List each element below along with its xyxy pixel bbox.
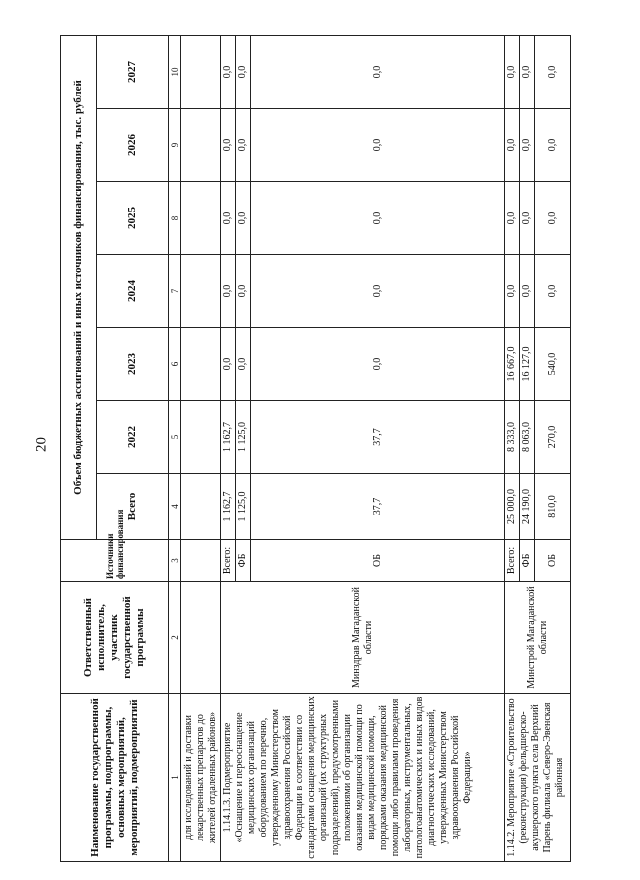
value-cell: 1 125,0 — [236, 474, 251, 540]
sub2-executor: Минстрой Магаданской области — [505, 582, 571, 694]
rotated-content — [60, 36, 604, 862]
sub1-name: 1.14.1.3. Подмероприятие «Оснащение и переоснащение медицинских организаций оборудованием по перечню, утвержденному Министерством здравоохранения Российской Федерации в соответствии со стандартами оснащения медицинских организаций (их структурных подразделений), предусмотренными положениями об организации оказания медицинской помощи по видам медицинской помощи, порядками оказания медицинской помощи либо правилами проведения лабораторных, инструментальных, патологоанатомических и иных видов диагностических исследований, утвержденных Министерством здравоохранения Российской Федерации» — [221, 694, 505, 862]
source-cell: ФБ — [236, 540, 251, 582]
value-cell: 810,0 — [535, 474, 571, 540]
value-cell: 0,0 — [251, 109, 505, 182]
continuation-text: для исследований и доставки лекарственных препаратов до жителей отдаленных районов» — [181, 694, 221, 862]
value-cell: 0,0 — [520, 182, 535, 255]
continuation-row — [181, 35, 221, 861]
value-cell: 8 063,0 — [520, 401, 535, 474]
value-cell: 0,0 — [505, 109, 520, 182]
value-cell: 0,0 — [505, 182, 520, 255]
header-executor: Ответственный исполнитель, участник государственной программы — [61, 582, 169, 694]
column-number: 9 — [169, 109, 181, 182]
column-number: 4 — [169, 474, 181, 540]
value-cell: 8 333,0 — [505, 401, 520, 474]
value-cell: 0,0 — [221, 255, 236, 328]
value-cell: 16 667,0 — [505, 328, 520, 401]
value-cell: 0,0 — [535, 255, 571, 328]
source-cell: Всего: — [505, 540, 520, 582]
column-number: 8 — [169, 182, 181, 255]
value-cell: 0,0 — [251, 255, 505, 328]
rotated-table-area — [60, 36, 604, 862]
header-year-2022: 2022 — [97, 401, 169, 474]
value-cell: 25 000,0 — [505, 474, 520, 540]
column-number: 3 — [169, 540, 181, 582]
value-cell: 0,0 — [221, 182, 236, 255]
value-cell: 0,0 — [236, 182, 251, 255]
header-year-2027: 2027 — [97, 35, 169, 108]
value-cell: 16 127,0 — [520, 328, 535, 401]
value-cell: 0,0 — [221, 328, 236, 401]
value-cell: 0,0 — [221, 35, 236, 108]
column-number: 6 — [169, 328, 181, 401]
value-cell: 0,0 — [535, 109, 571, 182]
column-number: 10 — [169, 35, 181, 108]
column-number-row — [169, 35, 181, 861]
value-cell: 270,0 — [535, 401, 571, 474]
table-row — [221, 35, 236, 861]
value-cell: 0,0 — [236, 255, 251, 328]
header-funding-group: Объем бюджетных ассигнований и иных источников финансирования, тыс. рублей — [61, 35, 97, 539]
value-cell: 1 162,7 — [221, 474, 236, 540]
funding-table — [60, 35, 571, 862]
value-cell: 540,0 — [535, 328, 571, 401]
source-cell: ФБ — [520, 540, 535, 582]
value-cell: 0,0 — [520, 109, 535, 182]
value-cell: 1 162,7 — [221, 401, 236, 474]
value-cell: 0,0 — [520, 35, 535, 108]
column-number: 2 — [169, 582, 181, 694]
value-cell: 0,0 — [236, 35, 251, 108]
header-year-2025: 2025 — [97, 182, 169, 255]
header-year-2026: 2026 — [97, 109, 169, 182]
value-cell: 0,0 — [505, 35, 520, 108]
value-cell: 37,7 — [251, 401, 505, 474]
value-cell: 24 190,0 — [520, 474, 535, 540]
value-cell: 0,0 — [251, 35, 505, 108]
value-cell: 0,0 — [236, 109, 251, 182]
value-cell: 0,0 — [520, 255, 535, 328]
value-cell: 37,7 — [251, 474, 505, 540]
header-year-2024: 2024 — [97, 255, 169, 328]
value-cell: 0,0 — [236, 328, 251, 401]
value-cell: 0,0 — [221, 109, 236, 182]
sub2-name: 1.14.2. Мероприятие «Строительство (реконструкция) фельдшерско-акушерского пункта села Верхний Парень филиала «Северо-Эвенская районная — [505, 694, 571, 862]
header-total: Всего — [97, 474, 169, 540]
source-cell: ОБ — [251, 540, 505, 582]
header-year-2023: 2023 — [97, 328, 169, 401]
value-cell: 0,0 — [505, 255, 520, 328]
value-cell: 0,0 — [251, 328, 505, 401]
value-cell: 0,0 — [535, 182, 571, 255]
header-name: Наименование государственной программы, подпрограммы, основных мероприятий, мероприятий, подмероприятий — [61, 694, 169, 862]
source-cell: ОБ — [535, 540, 571, 582]
column-number: 5 — [169, 401, 181, 474]
sub1-executor: Минздрав Магаданской области — [221, 582, 505, 694]
value-cell: 0,0 — [251, 182, 505, 255]
header-source: Источники финансирования — [61, 540, 169, 582]
column-number: 1 — [169, 694, 181, 862]
value-cell: 0,0 — [535, 35, 571, 108]
column-number: 7 — [169, 255, 181, 328]
value-cell: 1 125,0 — [236, 401, 251, 474]
table-row — [505, 35, 520, 861]
source-cell: Всего: — [221, 540, 236, 582]
page-number: 20 — [33, 437, 50, 452]
